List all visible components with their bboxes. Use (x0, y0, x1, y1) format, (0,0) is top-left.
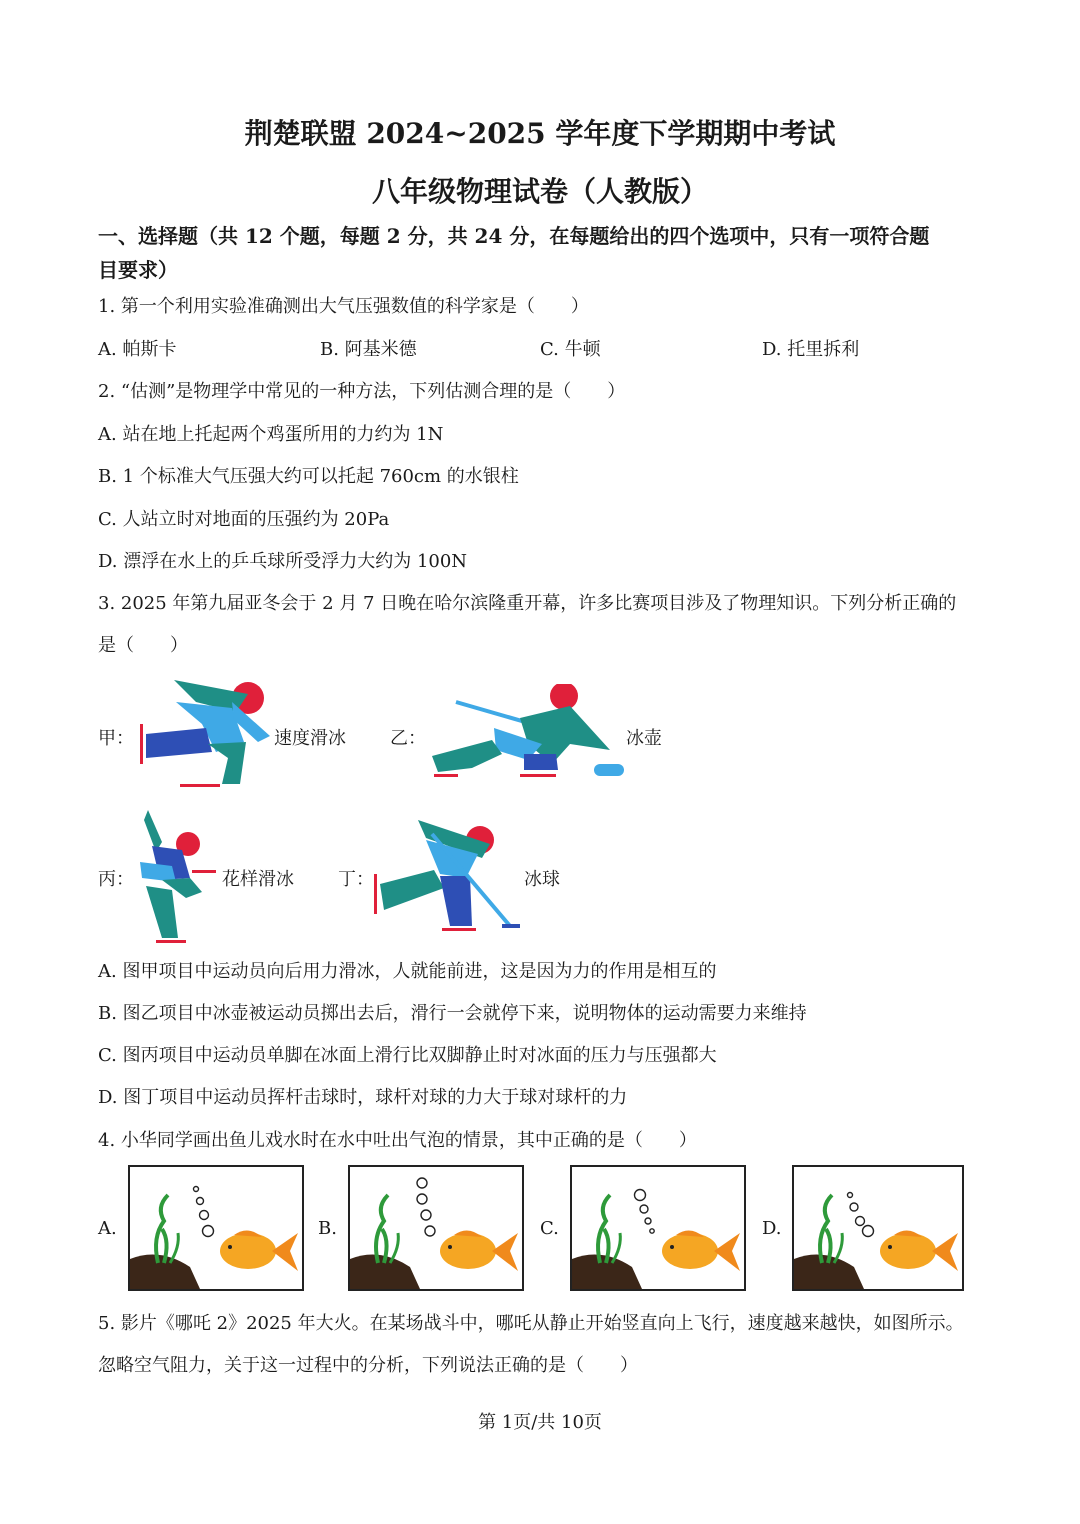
figure-yi-label: 乙： (390, 728, 426, 749)
q3-option-c: C. 图丙项目中运动员单脚在冰面上滑行比双脚静止时对冰面的压力与压强都大 (98, 1045, 717, 1066)
q4-option-a-label: A. (98, 1218, 117, 1239)
q3-option-a: A. 图甲项目中运动员向后用力滑冰，人就能前进，这是因为力的作用是相互的 (98, 961, 717, 982)
q1-option-b: B. 阿基米德 (320, 339, 417, 360)
q1-option-c: C. 牛顿 (540, 339, 601, 360)
q2-option-b: B. 1 个标准大气压强大约可以托起 760cm 的水银柱 (98, 466, 519, 487)
figure-bing-name: 花样滑冰 (222, 869, 294, 890)
figure-ding-label: 丁： (338, 869, 374, 890)
figure-yi-name: 冰壶 (626, 728, 662, 749)
curling-pictogram (424, 684, 634, 784)
figure-bing-label: 丙： (98, 869, 134, 890)
q4-option-d-picture (792, 1165, 964, 1291)
q1-option-d: D. 托里拆利 (762, 339, 860, 360)
question-4-stem: 4. 小华同学画出鱼儿戏水时在水中吐出气泡的情景，其中正确的是（ ） (98, 1130, 697, 1151)
q4-option-a-picture (128, 1165, 304, 1291)
q2-option-d: D. 漂浮在水上的乒乓球所受浮力大约为 100N (98, 551, 468, 572)
exam-title: 荆楚联盟 2024~2025 学年度下学期期中考试 (244, 117, 836, 150)
q4-option-c-label: C. (540, 1218, 559, 1239)
q2-option-c: C. 人站立时对地面的压强约为 20Pa (98, 509, 390, 530)
question-5-stem: 5. 影片《哪吒 2》2025 年大火。在某场战斗中，哪吒从静止开始竖直向上飞行，速度越来越快，如图所示。 (98, 1313, 964, 1334)
q2-option-a: A. 站在地上托起两个鸡蛋所用的力约为 1N (98, 424, 444, 445)
ice-hockey-pictogram (370, 814, 530, 934)
question-1-stem: 1. 第一个利用实验准确测出大气压强数值的科学家是（ ） (98, 296, 589, 317)
page-number: 第 1页/共 10页 (478, 1412, 602, 1433)
question-3-stem-cont: 是（ ） (98, 635, 188, 656)
section-heading: 一、选择题（共 12 个题，每题 2 分，共 24 分，在每题给出的四个选项中，只有一项符合题 (98, 224, 930, 248)
q4-option-c-picture (570, 1165, 746, 1291)
figure-skating-pictogram (132, 806, 222, 946)
figure-jia-label: 甲： (98, 728, 134, 749)
figure-jia-name: 速度滑冰 (274, 728, 346, 749)
exam-subtitle: 八年级物理试卷（人教版） (371, 175, 708, 208)
q1-option-a: A. 帕斯卡 (98, 339, 177, 360)
figure-ding-name: 冰球 (524, 869, 560, 890)
section-heading-cont: 目要求） (98, 258, 178, 282)
question-3-stem: 3. 2025 年第九届亚冬会于 2 月 7 日晚在哈尔滨隆重开幕，许多比赛项目涉及了物理知识。下列分析正确的 (98, 593, 957, 614)
speed-skating-pictogram (136, 672, 272, 792)
q4-option-b-label: B. (318, 1218, 337, 1239)
q4-option-b-picture (348, 1165, 524, 1291)
q3-option-d: D. 图丁项目中运动员挥杆击球时，球杆对球的力大于球对球杆的力 (98, 1087, 628, 1108)
question-2-stem: 2. “估测”是物理学中常见的一种方法，下列估测合理的是（ ） (98, 381, 626, 402)
q3-option-b: B. 图乙项目中冰壶被运动员掷出去后，滑行一会就停下来，说明物体的运动需要力来维持 (98, 1003, 807, 1024)
question-5-stem-cont: 忽略空气阻力，关于这一过程中的分析，下列说法正确的是（ ） (98, 1355, 638, 1376)
q4-option-d-label: D. (762, 1218, 782, 1239)
